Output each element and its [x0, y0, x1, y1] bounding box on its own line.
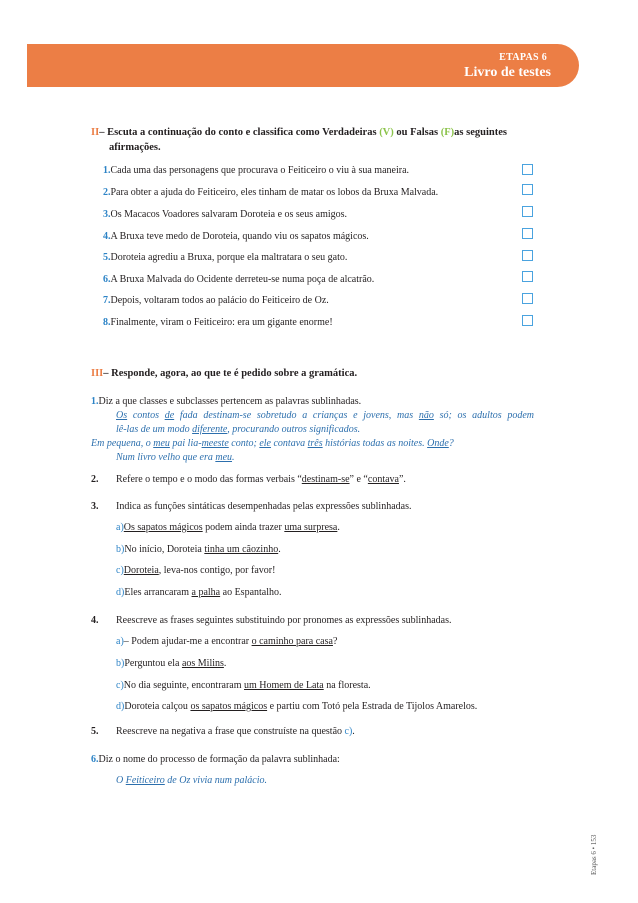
- quoted-text-line-4: Num livro velho que era meu.: [116, 452, 235, 463]
- question-4: Reescreve as frases seguintes substituindo por pronomes as expressões sublinhadas.: [116, 615, 452, 626]
- question-6: 6.Diz o nome do processo de formação da palavra sublinhada:: [91, 754, 340, 765]
- statement-8: 8.Finalmente, viram o Feiticeiro: era um gigante enorme!: [103, 317, 333, 328]
- answer-checkbox-5[interactable]: [522, 250, 533, 261]
- book-series: ETAPAS 6: [499, 52, 547, 63]
- quoted-text-line-3: Em pequena, o meu pai lia-meeste conto; ele contava três histórias todas as noites. Onde?: [91, 438, 454, 449]
- question-2-number: 2.: [91, 474, 99, 485]
- answer-checkbox-6[interactable]: [522, 271, 533, 282]
- answer-checkbox-2[interactable]: [522, 184, 533, 195]
- section-3-heading: III– Responde, agora, ao que te é pedido sobre a gramática.: [91, 368, 358, 379]
- question-3b: b)No início, Doroteia tinha um cãozinho.: [116, 544, 281, 555]
- question-5-number: 5.: [91, 726, 99, 737]
- section-2-heading: II– Escuta a continuação do conto e classifica como Verdadeiras (V) ou Falsas (F)as seguintes afirmações.: [91, 127, 507, 153]
- question-6-sentence: O Feiticeiro de Oz vivia num palácio.: [116, 775, 267, 786]
- quoted-text-line-1: Os contos de fada destinam-se sobretudo a crianças e jovens, mas não só; os adultos podem: [116, 410, 534, 421]
- section-2-number: II: [91, 127, 100, 138]
- question-3d: d)Eles arrancaram a palha ao Espantalho.: [116, 587, 282, 598]
- answer-checkbox-1[interactable]: [522, 164, 533, 175]
- statement-3: 3.Os Macacos Voadores salvaram Doroteia e os seus amigos.: [103, 209, 348, 220]
- statement-7: 7.Depois, voltaram todos ao palácio do Feiticeiro de Oz.: [103, 295, 329, 306]
- question-4-number: 4.: [91, 615, 99, 626]
- section-3-number: III: [91, 368, 104, 379]
- answer-checkbox-8[interactable]: [522, 315, 533, 326]
- question-3c: c)Doroteia, leva-nos contigo, por favor!: [116, 565, 276, 576]
- page-number-label: Etapas 6 • 153: [590, 834, 598, 876]
- question-4c: c)No dia seguinte, encontraram um Homem de Lata na floresta.: [116, 680, 371, 691]
- question-5: Reescreve na negativa a frase que construíste na questão c).: [116, 726, 355, 737]
- statement-1: 1.Cada uma das personagens que procurava o Feiticeiro o viu à sua maneira.: [103, 165, 410, 176]
- answer-checkbox-7[interactable]: [522, 293, 533, 304]
- statement-6: 6.A Bruxa Malvada do Ocidente derreteu-se numa poça de alcatrão.: [103, 274, 375, 285]
- book-title: Livro de testes: [464, 65, 551, 80]
- question-2: Refere o tempo e o modo das formas verbais “destinam-se” e “contava”.: [116, 474, 406, 485]
- question-4d: d)Doroteia calçou os sapatos mágicos e partiu com Totó pela Estrada de Tijolos Amarelos.: [116, 701, 478, 712]
- question-3: Indica as funções sintáticas desempenhadas pelas expressões sublinhadas.: [116, 501, 412, 512]
- question-1: 1.Diz a que classes e subclasses pertencem as palavras sublinhadas.: [91, 396, 362, 407]
- answer-checkbox-3[interactable]: [522, 206, 533, 217]
- question-4b: b)Perguntou ela aos Milins.: [116, 658, 227, 669]
- question-4a: a)– Podem ajudar-me a encontrar o caminho para casa?: [116, 636, 338, 647]
- quoted-text-line-2: lê-las de um modo diferente, procurando outros significados.: [116, 424, 361, 435]
- header-banner: [27, 44, 579, 87]
- question-3-number: 3.: [91, 501, 99, 512]
- statement-5: 5.Doroteia agrediu a Bruxa, porque ela maltratara o seu gato.: [103, 252, 348, 263]
- question-3a: a)Os sapatos mágicos podem ainda trazer uma surpresa.: [116, 522, 340, 533]
- statement-4: 4.A Bruxa teve medo de Doroteia, quando viu os sapatos mágicos.: [103, 231, 369, 242]
- statement-2: 2.Para obter a ajuda do Feiticeiro, eles tinham de matar os lobos da Bruxa Malvada.: [103, 187, 439, 198]
- answer-checkbox-4[interactable]: [522, 228, 533, 239]
